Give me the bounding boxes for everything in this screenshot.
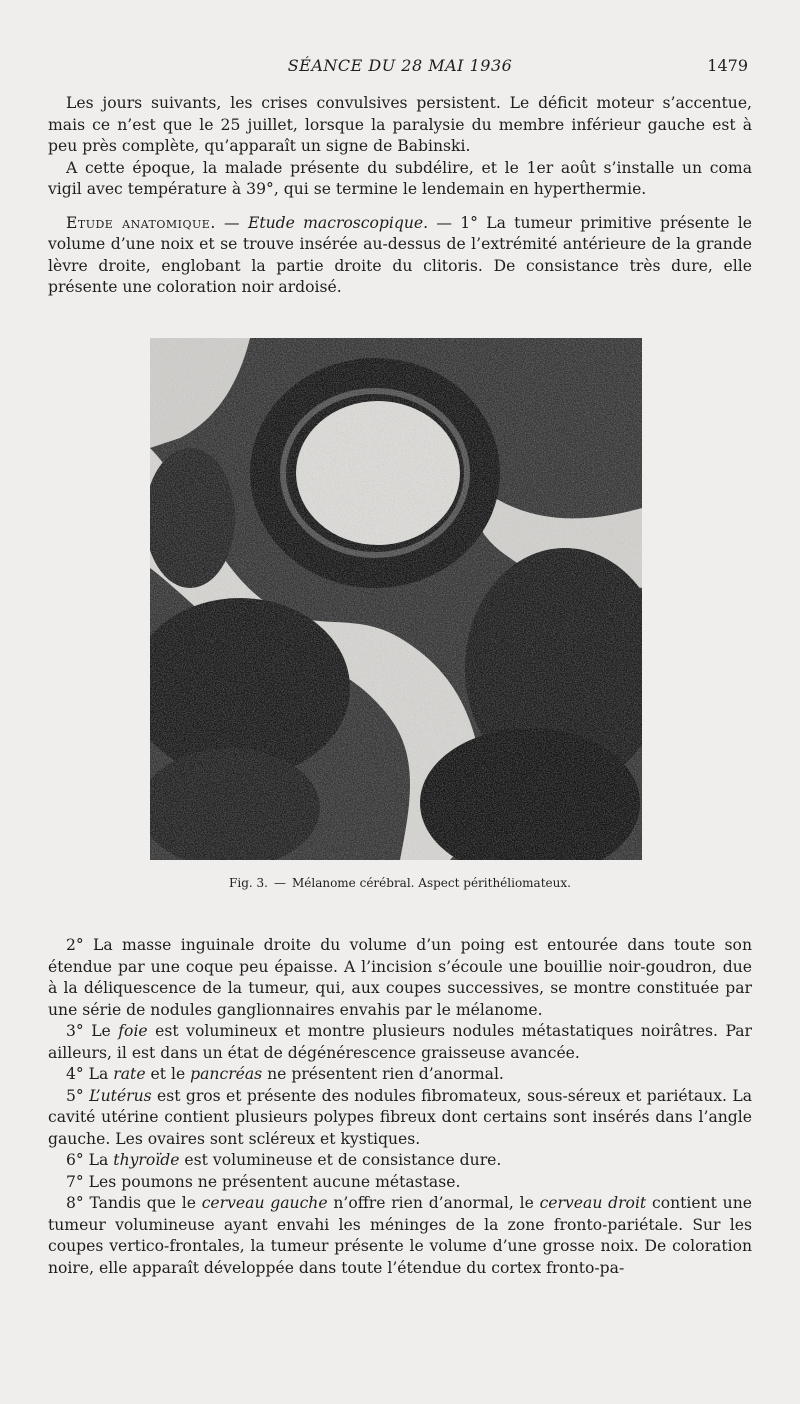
figure-caption (0, 876, 800, 890)
section-heading: Etude anatomique. (66, 213, 216, 232)
paragraph (48, 1086, 752, 1151)
italic-term: foie (118, 1022, 148, 1040)
top-text-block (48, 93, 752, 299)
text-run: et le (145, 1065, 191, 1083)
text-run: contient une tumeur volumineuse ayant envahi les méninges de la zone fronto-pariétale. Sur les coupes vertico-frontales, la tumeur présente le volume d’une grosse noix. De coloration noire, elle apparaît développée dans toute l’étendue du cortex fronto-pa- (48, 1194, 752, 1277)
paragraph (48, 1193, 752, 1279)
paragraph (48, 1064, 752, 1086)
paragraph (48, 1021, 752, 1064)
running-header (0, 56, 800, 84)
running-title: SÉANCE DU 28 MAI 1936 (287, 56, 513, 75)
caption-dash: — (273, 876, 286, 890)
anatomy-text: 1° La tumeur primitive présente le volume d’une noix et se trouve insérée au-dessus de l’extrémité antérieure de la grande lèvre droite, englobant la partie droite du clitoris. De consistance très dure, elle présente une coloration noir ardoisé. (48, 213, 752, 296)
italic-term: rate (113, 1065, 146, 1083)
italic-term: cerveau gauche (201, 1194, 328, 1212)
text-run: n’offre rien d’anormal, le (327, 1194, 540, 1212)
italic-term: pancréas (190, 1065, 263, 1083)
italic-term: cerveau droit (539, 1194, 647, 1212)
paragraph: A cette époque, la malade présente du subdélire, et le 1er août s’installe un coma vigil avec température à 39°, qui se termine le lendemain en hyperthermie. (48, 158, 752, 198)
paragraph (48, 1150, 752, 1172)
text-run: 8° Tandis que le (66, 1194, 202, 1212)
caption-text: Mélanome cérébral. Aspect périthéliomateux. (291, 876, 571, 890)
micrograph-figure (150, 338, 642, 860)
italic-term: L’utérus (89, 1086, 152, 1105)
dash: — (215, 213, 248, 232)
text-run: 4° La (66, 1065, 114, 1083)
anatomy-paragraph (48, 213, 752, 299)
text-run: 6° La (66, 1151, 114, 1169)
page-number: 1479 (707, 56, 748, 75)
micrograph-image (150, 338, 642, 860)
italic-term: thyroïde (113, 1151, 180, 1169)
text-run: est gros et présente des nodules fibromateux, sous-séreux et pariétaux. La cavité utérine contient plusieurs polypes fibreux dont certains sont insérés dans l’angle gauche. Les ovaires sont scléreux et kystiques. (48, 1086, 752, 1148)
text-run: ne présentent rien d’anormal. (262, 1065, 504, 1083)
dash: — (428, 213, 461, 232)
text-run: est volumineuse et de consistance dure. (179, 1151, 502, 1169)
bottom-text-block (48, 935, 752, 1279)
paragraph: 2° La masse inguinale droite du volume d’un poing est entourée dans toute son étendue par une coque peu épaisse. A l’incision s’écoule une bouillie noir-goudron, due à la déliquescence de la tumeur, qui, aux coupes successives, se montre constituée par une série de nodules ganglionnaires envahis par le mélanome. (48, 936, 752, 1019)
paragraph: Les jours suivants, les crises convulsives persistent. Le déficit moteur s’accentue, mais ce n’est que le 25 juillet, lorsque la paralysie du membre inférieur gauche est à peu près complète, qu’apparaît un signe de Babinski. (48, 94, 752, 155)
subsection-heading: Etude macroscopique. (247, 213, 429, 232)
text-run: 5° (66, 1086, 90, 1105)
paragraph: 7° Les poumons ne présentent aucune métastase. (66, 1172, 461, 1191)
figure-label: Fig. 3. (229, 876, 268, 890)
text-run: 3° Le (66, 1022, 119, 1040)
text-run: est volumineux et montre plusieurs nodules métastatiques noirâtres. Par ailleurs, il est dans un état de dégénérescence graisseuse avancée. (48, 1022, 753, 1062)
